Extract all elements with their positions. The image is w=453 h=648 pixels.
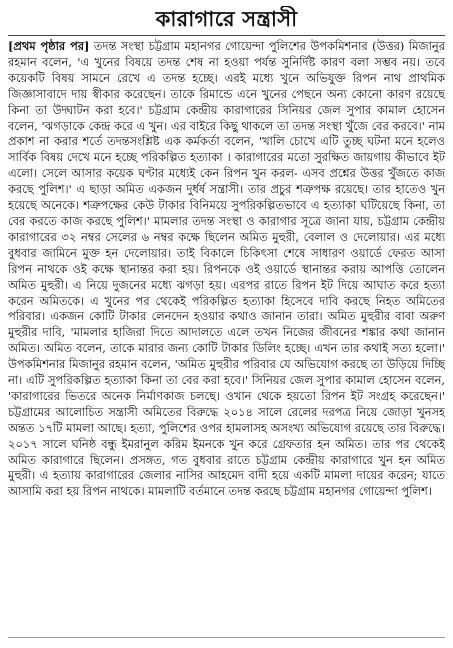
article-headline: কারাগারে সন্ত্রাসী: [155, 7, 298, 31]
continuation-kicker: [প্রথম পৃষ্ঠার পর]: [8, 39, 90, 53]
article-text: তদন্ত সংস্থা চট্টগ্রাম মহানগর গোয়েন্দা পুলিশের উপকমিশনার (উত্তর) মিজানুর রহমান বলেন, 'এ খুনের বিষয়ে তদন্ত শেষ না হওয়া পর্যন্ত সুনির্দিষ্ট কারণ বলা সম্ভব নয়। তবে কয়েকটি বিষয় সামনে রেখে এ তদন্ত হচ্ছে। এরই মধ্যে খুনে অভিযুক্ত রিপন নাথ প্রাথমিক জিজ্ঞাসাবাদে দায় স্বীকার করেছেন। তাকে রিমান্ডে এনে খুনের পেছনে অন্য কোনো কারণ রয়েছে কিনা তা উদ্ঘাটন করা হবে।' চট্টগ্রাম কেন্দ্রীয় কারাগারের সিনিয়র জেল সুপার কামাল হোসেন বলেন, 'ঝগড়াকে কেন্দ্র করে এ খুন। এর বাইরে কিছু থাকলে তা তদন্ত সংস্থা খুঁজে বের করবে।' নাম প্রকাশ না করার শর্তে তদন্তসংশ্লিষ্ট এক কর্মকর্তা বলেন, 'খালি চোখে এটি তুচ্ছ ঘটনা মনে হলেও সার্বিক বিষয় দেখে মনে হচ্ছে পরিকল্পিত হত্যাকা । কারাগারের মতো সুরক্ষিত জায়গায় কীভাবে ইট এলো। সেলে আসার কয়েক ঘণ্টার মধ্যেই কেন রিপন খুন করল- এসব প্রশ্নের উত্তর খুঁজতে কাজ করছে পুলিশ।' এ ছাড়া অমিত একজন দুর্ধর্ষ সন্ত্রাসী। তার প্রচুর শত্রুপক্ষ রয়েছে। তার হাতেও খুন হয়েছে অনেকে। শত্রুপক্ষের কেউ টাকার বিনিময়ে সুপরিকল্পিতভাবে এ হত্যাকা ঘটিয়েছে কিনা, তা বের করতে কাজ করছে পুলিশ।' মামলার তদন্ত সংস্থা ও কারাগার সূত্রে জানা যায়, চট্টগ্রাম কেন্দ্রীয় কারাগারের ৩২ নম্বর সেলের ৬ নম্বর কক্ষে ছিলেন অমিত মুহুরী, বেলাল ও দেলোয়ার। এর মধ্যে বুধবার জামিনে মুক্ত হন দেলোয়ার। তাই বিকালে চিকিৎসা শেষে সাধারণ ওয়ার্ডে ফেরত আসা রিপন নাথকে ওই কক্ষে স্থানান্তর করা হয়। রিপনকে ওই ওয়ার্ডে স্থানান্তর করায় আপত্তি তোলেন অমিত মুহুরী। এ নিয়ে দুজনের মধ্যে ঝগড়া হয়। এরপর রাতে রিপন ইট দিয়ে আঘাত করে হত্যা করেন অমিতকে। এ খুনের পর থেকেই পরিকল্পিত হত্যাকা হিসেবে দাবি করছে নিহত অমিতের পরিবার। একজন কোটি টাকার লেনদেন হওয়ার কথাও জানান তারা। অমিত মুহুরীর বাবা অরুণ মুহুরীর দাবি, 'মামলার হাজিরা দিতে আদালতে এলে তখন নিজের জীবনের শঙ্কার কথা জানান অমিত। অমিত বলেন, তাকে মারার জন্য কোটি টাকার ডিলিং হচ্ছে। এখন তার কথাই সত্য হলো।' উপকমিশনার মিজানুর রহমান বলেন, 'অমিত মুহুরীর পরিবার যে অভিযোগ করছে তা উড়িয়ে দিচ্ছি না। এটি সুপরিকল্পিত হত্যাকা কিনা তা বের করা হবে।' সিনিয়র জেল সুপার কামাল হোসেন বলেন, 'কারাগারের ভিতরে অনেক নির্মাণকাজ চলছে। ওখান থেকে হয়তো রিপন ইট সংগ্রহ করেছেন।' চট্টগ্রামের আলোচিত সন্ত্রাসী অমিতের বিরুদ্ধে ২০১৪ সালে রেলের দরপত্র নিয়ে জোড়া খুনসহ অন্তত ১৭টি মামলা আছে। হত্যা, পুলিশের ওপর হামলাসহ অসংখ্য অভিযোগ রয়েছে তার বিরুদ্ধে। ২০১৭ সালে ঘনিষ্ঠ বন্ধু ইমরানুল করিম ইমনকে খুন করে গ্রেফতার হন অমিত। তার পর থেকেই অমিত কারাগারে ছিলেন। প্রসঙ্গত, গত বুধবার রাতে চট্টগ্রাম কেন্দ্রীয় কারাগারে খুন হন অমিত মুহুরী। এ হত্যায় কারাগারের জেলার নাসির আহমেদ বাদী হয়ে একটি মামলা দায়ের করেন; যাতে আসামি করা হয় রিপন নাথকে। মামলাটি বর্তমানে তদন্ত করছে চট্টগ্রাম মহানগর গোয়েন্দা পুলিশ।: [8, 39, 445, 499]
clipping-bottom-edge: [8, 637, 445, 642]
newspaper-clipping: [8, 6, 445, 642]
article-body: [8, 39, 445, 500]
headline-divider: [8, 35, 445, 36]
